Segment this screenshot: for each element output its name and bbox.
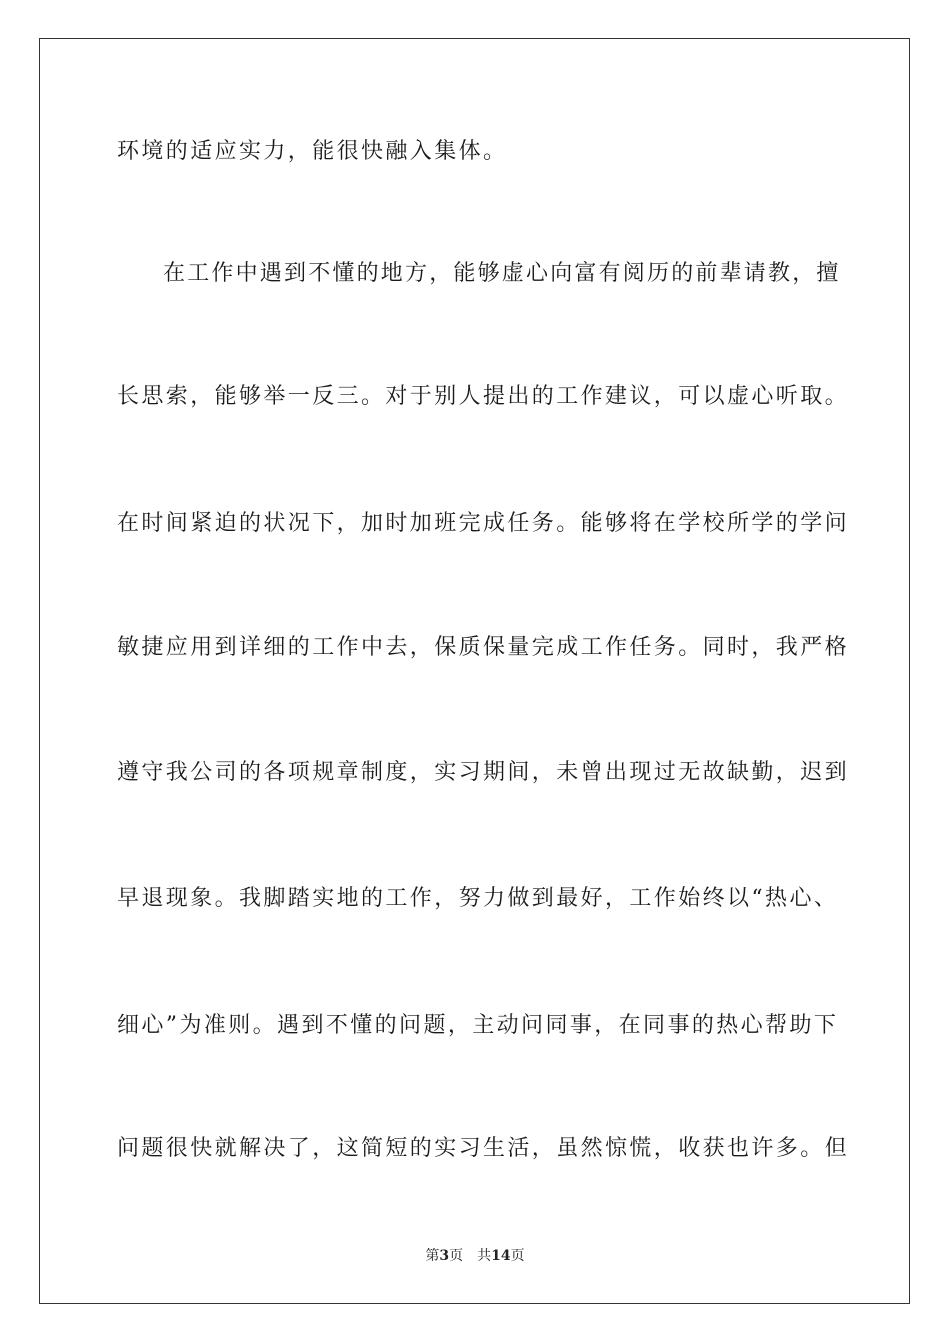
page-suffix: 页 [449,1248,464,1264]
total-prefix: 共 [477,1248,492,1264]
paragraph-first-line: 在工作中遇到不懂的地方，能够虚心向富有阅历的前辈请教，擅 [163,261,841,286]
text-line: 遵守我公司的各项规章制度，实习期间，未曾出现过无故缺勤，迟到 [117,760,850,785]
text-line: 敏捷应用到详细的工作中去，保质保量完成工作任务。同时，我严格 [117,635,850,660]
text-line: 在时间紧迫的状况下，加时加班完成任务。能够将在学校所学的学问 [117,511,850,536]
text-line: 问题很快就解决了，这简短的实习生活，虽然惊慌，收获也许多。但 [117,1136,850,1161]
text-line: 环境的适应实力，能很快融入集体。 [117,139,508,164]
page-prefix: 第 [425,1248,440,1264]
text-line: 长思索，能够举一反三。对于别人提出的工作建议，可以虚心听取。 [117,384,850,409]
page-number: 3 [439,1248,450,1264]
text-line: 早退现象。我脚踏实地的工作，努力做到最好，工作始终以“热心、 [117,886,839,911]
total-suffix: 页 [510,1248,525,1264]
text-line: 细心”为准则。遇到不懂的问题，主动问同事，在同事的热心帮助下 [117,1013,839,1038]
page-footer [0,1246,950,1266]
page-border [39,38,910,1304]
total-pages: 14 [491,1248,511,1264]
